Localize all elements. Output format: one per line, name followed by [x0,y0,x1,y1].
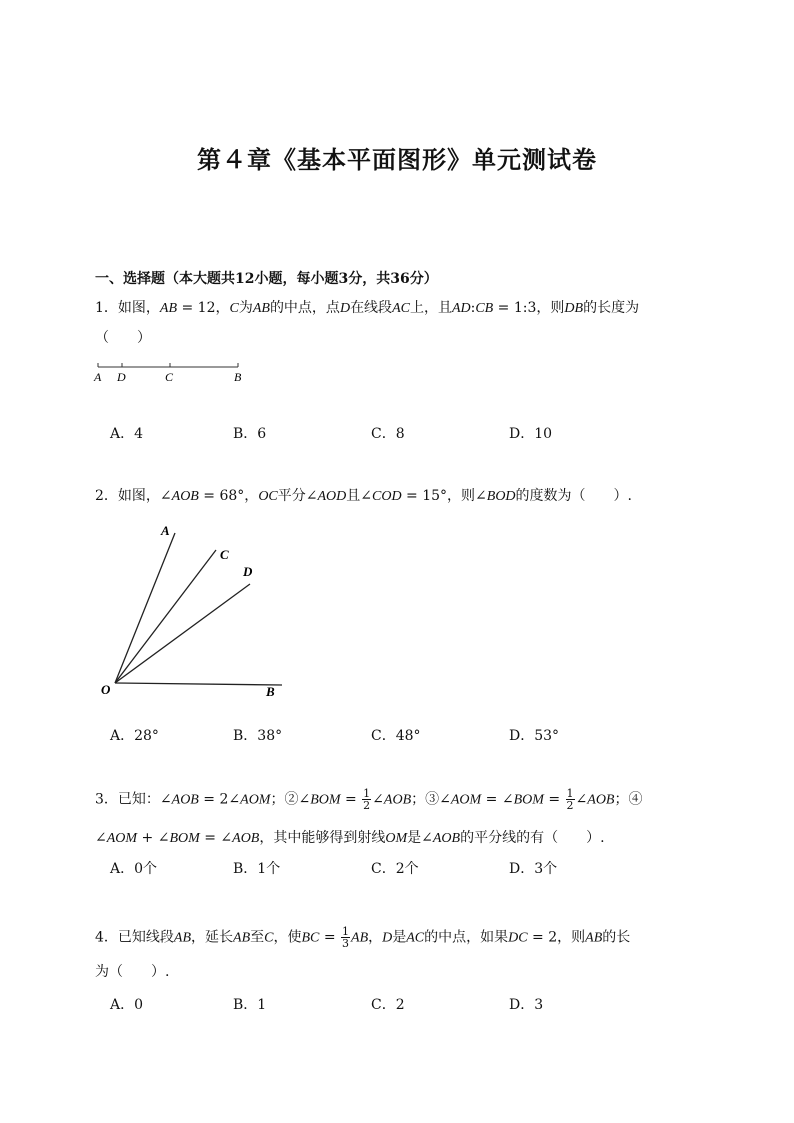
fraction-one-half: $\frac{1}{2}$ [566,787,574,812]
q2-option-b: B．38° [233,728,283,744]
question-4-line-2: 为（ ）. [95,964,170,980]
q3-option-b: B．1个 [233,861,281,877]
question-3-line-2: ∠AOM + ∠BOM = ∠AOB，其中能够得到射线OM是∠AOB的平分线的有（ ）. [95,830,605,846]
q4-option-c: C．2 [371,997,405,1013]
ray-label-d: D [243,564,253,579]
vertex-label-o: O [101,682,111,697]
question-2-text: 2．如图，∠AOB = 68°，OC平分∠AOD且∠COD = 15°，则∠BOD的度数为（ ）. [95,488,632,504]
question-1-bracket: （ ） [95,330,151,346]
section-heading: 一、选择题（本大题共12小题，每小题3分，共36分） [95,271,438,287]
fraction-one-third: $\frac{1}{3}$ [342,925,350,950]
q2-option-d: D．53° [509,728,560,744]
q1-option-c: C．8 [371,426,405,442]
question-4-line-1: 4．已知线段AB，延长AB至C，使BC = $\frac{1}{3}$ AB，D是AC的中点，如果DC = 2，则AB的长 [95,925,631,950]
question-1-figure [90,358,250,388]
ray-label-a: A [161,523,170,538]
q2-option-a: A．28° [110,728,159,744]
point-label-a: A [94,370,102,384]
q1-option-d: D．10 [509,426,553,442]
q3-option-d: D．3个 [509,861,558,877]
q4-option-a: A．0 [110,997,144,1013]
q4-option-b: B．1 [233,997,267,1013]
q1-option-a: A．4 [110,426,144,442]
q3-option-c: C．2个 [371,861,419,877]
point-label-d: D [117,370,126,384]
q4-option-d: D．3 [509,997,544,1013]
ray-label-b: B [266,684,275,699]
fraction-one-half: $\frac{1}{2}$ [363,787,371,812]
q3-option-a: A．0个 [110,861,158,877]
point-label-b: B [234,370,242,384]
ray-label-c: C [220,547,229,562]
q2-option-c: C．48° [371,728,421,744]
question-1-text: 1．如图，AB = 12，C为AB的中点，点D在线段AC上，且AD:CB = 1:3，则DB的长度为 [95,300,640,316]
q1-option-b: B．6 [233,426,267,442]
question-2-figure [95,518,295,703]
point-label-c: C [165,370,174,384]
question-3-line-1: 3．已知：∠AOB = 2∠AOM；②∠BOM = $\frac{1}{2}$ ∠AOB；③∠AOM = ∠BOM = $\frac{1}{2}$ ∠AOB；④ [95,787,643,812]
page-title: 第４章《基本平面图形》单元测试卷 [197,145,597,174]
